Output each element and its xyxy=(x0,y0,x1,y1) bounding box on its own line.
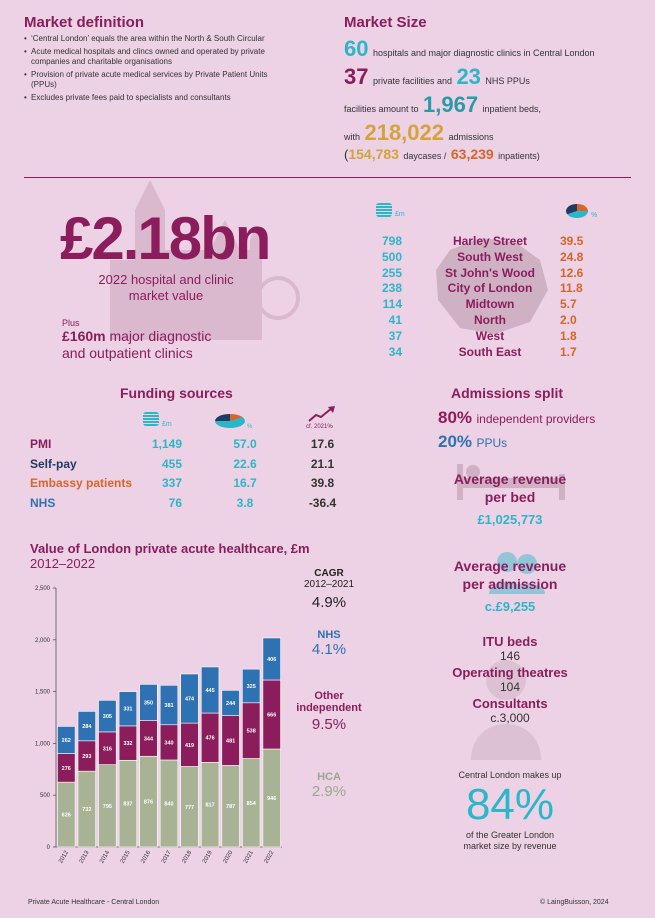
region-name: Midtown xyxy=(465,297,515,312)
avg-rev-bed-value: £1,025,773 xyxy=(477,512,543,527)
x-tick-label: 2017 xyxy=(160,850,173,865)
funding-source-pct: 16.7 xyxy=(233,476,257,490)
ppu-pct: 20% xyxy=(438,432,473,451)
region-unit-pct: % xyxy=(591,212,598,219)
x-tick-label: 2021 xyxy=(243,850,255,865)
bar-data-label: 946 xyxy=(267,795,277,802)
chart-title: Value of London private acute healthcare, £m xyxy=(30,541,310,556)
bar-data-label: 876 xyxy=(143,799,154,806)
itu-label: ITU beds xyxy=(482,634,538,649)
plus-label: Plus xyxy=(62,318,80,328)
bar-data-label: 331 xyxy=(123,706,133,713)
y-tick-label: 2,500 xyxy=(34,586,50,592)
market-definition-title: Market definition xyxy=(24,14,145,31)
daycases-count: 154,783 xyxy=(348,146,399,162)
beds-text: inpatient beds, xyxy=(482,104,542,114)
cagr-hca-label: HCA xyxy=(317,771,341,783)
market-definition-list xyxy=(24,34,324,103)
region-pct: 2.0 xyxy=(560,313,577,327)
market-size xyxy=(344,14,644,164)
nhs-ppu-text: NHS PPUs xyxy=(485,76,530,86)
bar-data-label: 666 xyxy=(267,712,277,719)
region-value: 34 xyxy=(388,344,402,359)
daycases-text: daycases / xyxy=(403,151,447,161)
bar-data-label: 332 xyxy=(123,741,133,748)
region-pct: 5.7 xyxy=(560,297,577,312)
bar-data-label: 854 xyxy=(246,800,256,807)
private-facilities-text: private facilities and xyxy=(372,76,452,86)
funding-source-value: 1,149 xyxy=(151,437,182,451)
bar-data-label: 284 xyxy=(82,724,92,731)
share-pre: Central London makes up xyxy=(458,770,562,780)
nhs-ppu-count: 23 xyxy=(456,64,481,89)
bar-data-label: 293 xyxy=(82,753,92,760)
market-size-title: Market Size xyxy=(344,14,427,31)
region-unit-money: £m xyxy=(395,211,405,218)
y-tick-label: 2,000 xyxy=(34,637,50,644)
theatres-value: 104 xyxy=(499,680,521,694)
avg-rev-bed-title2: per bed xyxy=(484,489,536,505)
share-value: 84% xyxy=(465,780,555,829)
headline-label xyxy=(76,272,256,304)
region-value: 798 xyxy=(381,234,402,248)
cagr-other-label2: independent xyxy=(296,702,362,714)
funding-source-value: 337 xyxy=(161,476,182,490)
money-icon xyxy=(376,203,392,217)
funding-source-value: 76 xyxy=(168,495,182,510)
avg-rev-adm-title1: Average revenue xyxy=(453,558,567,574)
funding-pie-icon xyxy=(215,414,245,428)
cagr-other-label1: Other xyxy=(314,690,344,702)
funding-source-value: 455 xyxy=(161,456,182,471)
beds-prefix: facilities amount to xyxy=(344,104,419,114)
section-divider xyxy=(24,177,631,178)
bar-data-label: 795 xyxy=(102,803,112,810)
theatres-label: Operating theatres xyxy=(452,665,568,680)
headline-extra xyxy=(62,318,211,362)
funding-title: Funding sources xyxy=(120,385,233,401)
x-tick-label: 2022 xyxy=(263,850,276,865)
bar-data-label: 325 xyxy=(246,683,256,690)
share-post2: market size by revenue xyxy=(463,841,557,851)
admissions-split-ppu xyxy=(438,432,507,452)
cagr-other-value: 9.5% xyxy=(311,716,347,733)
funding-source-pct: 57.0 xyxy=(233,437,257,451)
avg-rev-adm-label xyxy=(430,557,590,593)
private-facilities-count: 37 xyxy=(344,64,369,89)
bar-data-label: 481 xyxy=(226,738,236,745)
region-pct: 1.8 xyxy=(560,328,577,343)
cagr xyxy=(284,568,374,800)
ppu-text: PPUs xyxy=(476,436,508,450)
funding-source-name: Self-pay xyxy=(30,456,77,471)
funding-unit-money: £m xyxy=(162,421,172,428)
funding-source-change: 21.1 xyxy=(310,456,335,471)
y-tick-label: 0 xyxy=(46,845,50,851)
funding-source-change: 17.6 xyxy=(310,437,335,451)
facilities xyxy=(430,634,590,725)
x-tick-label: 2020 xyxy=(222,850,235,865)
x-tick-label: 2019 xyxy=(201,850,214,865)
paren-open: ( xyxy=(344,147,349,162)
funding-source-name: PMI xyxy=(30,437,52,451)
funding-unit-pct: % xyxy=(247,424,253,430)
bar-data-label: 316 xyxy=(102,746,112,753)
headline-line2: market value xyxy=(128,288,204,303)
y-tick-label: 500 xyxy=(39,793,50,800)
region-value: 37 xyxy=(388,328,402,343)
independent-text: independent providers xyxy=(476,412,596,426)
bar-data-label: 350 xyxy=(143,700,154,707)
beds-count: 1,967 xyxy=(423,92,479,117)
inpatients-count: 63,239 xyxy=(450,146,494,162)
bar-data-label: 474 xyxy=(184,696,195,703)
extra-text: major diagnostic xyxy=(109,328,212,344)
cagr-nhs-value: 4.1% xyxy=(311,641,347,658)
region-value: 255 xyxy=(381,265,402,280)
cagr-title: CAGR xyxy=(314,568,344,579)
region-value: 114 xyxy=(382,297,402,312)
bar-data-label: 305 xyxy=(102,714,112,721)
extra-value: £160m xyxy=(62,328,106,344)
pie-icon xyxy=(566,204,588,218)
y-tick-label: 1,500 xyxy=(34,689,50,696)
funding-source-change: -36.4 xyxy=(308,495,337,510)
bar-data-label: 262 xyxy=(61,737,71,744)
market-definition xyxy=(24,14,324,103)
consultants-value: c.3,000 xyxy=(490,711,530,725)
region-pct: 11.8 xyxy=(560,281,583,296)
bar-data-label: 244 xyxy=(226,700,236,707)
bar-data-label: 476 xyxy=(205,735,215,742)
region-value: 41 xyxy=(388,313,402,327)
bar-data-label: 817 xyxy=(205,802,215,809)
itu-value: 146 xyxy=(499,649,521,663)
region-name: South East xyxy=(458,344,522,359)
avg-rev-adm-value: c.£9,255 xyxy=(484,599,536,614)
funding-source-pct: 22.6 xyxy=(233,456,257,471)
bar-data-label: 732 xyxy=(82,807,92,814)
funding-unit-change: cf. 2021% xyxy=(306,424,333,430)
admissions-split-title: Admissions split xyxy=(451,385,564,401)
region-pct: 1.7 xyxy=(560,344,577,359)
x-tick-label: 2015 xyxy=(119,850,132,865)
bar-data-label: 626 xyxy=(61,812,71,819)
definition-bullet: • Excludes private fees paid to specialists and consultants xyxy=(24,93,324,103)
hospitals-count: 60 xyxy=(344,36,369,61)
avg-rev-bed-title1: Average revenue xyxy=(453,471,567,487)
cagr-period: 2012–2021 xyxy=(303,579,355,590)
share-post1: of the Greater London xyxy=(465,830,555,840)
bar-data-label: 406 xyxy=(267,656,277,663)
region-name: Harley Street xyxy=(452,234,528,248)
bar-data-label: 419 xyxy=(184,742,195,749)
y-tick-label: 1,000 xyxy=(34,741,50,748)
footer-left: Private Acute Healthcare - Central London xyxy=(28,899,160,906)
bar-data-label: 837 xyxy=(123,801,133,808)
funding-source-pct: 3.8 xyxy=(236,495,254,510)
bar-data-label: 777 xyxy=(184,804,195,811)
bar-data-label: 344 xyxy=(143,736,154,743)
funding-money-icon xyxy=(143,412,159,426)
avg-rev-bed-label xyxy=(440,470,580,506)
consultants-label: Consultants xyxy=(472,696,548,711)
x-tick-label: 2013 xyxy=(78,850,91,865)
cagr-hca-value: 2.9% xyxy=(311,783,347,800)
funding-source-change: 39.8 xyxy=(310,476,335,490)
region-pct: 24.8 xyxy=(560,249,584,264)
region-pct: 12.6 xyxy=(560,265,584,280)
region-name: South West xyxy=(457,249,523,264)
footer-right: © LaingBuisson, 2024 xyxy=(540,899,609,906)
x-tick-label: 2012 xyxy=(58,850,71,865)
inpatients-text: inpatients) xyxy=(498,151,540,161)
stacked-bar-chart xyxy=(0,580,290,870)
region-value: 238 xyxy=(381,281,402,296)
headline-line1: 2022 hospital and clinic xyxy=(98,272,234,287)
avg-rev-adm-title2: per admission xyxy=(462,576,558,592)
admissions-split-ind xyxy=(438,408,595,428)
independent-pct: 80% xyxy=(438,408,473,427)
admissions-count: 218,022 xyxy=(364,120,444,145)
cagr-nhs-label: NHS xyxy=(317,629,341,641)
bar-data-label: 787 xyxy=(226,804,236,811)
bar-data-label: 840 xyxy=(164,801,174,808)
definition-bullet: • Acute medical hospitals and clincs owned and operated by private companies and charitable organisations xyxy=(24,47,269,67)
bar-data-label: 445 xyxy=(205,687,215,694)
share xyxy=(430,770,590,852)
chart-subtitle: 2012–2022 xyxy=(30,556,96,571)
funding-source-name: Embassy patients xyxy=(30,476,133,490)
cagr-total: 4.9% xyxy=(311,594,347,611)
region-name: St John's Wood xyxy=(445,265,535,280)
trend-icon xyxy=(308,405,336,423)
definition-bullet: • Provision of private acute medical services by Private Patient Units (PPUs) xyxy=(24,70,269,90)
region-pct: 39.5 xyxy=(560,234,584,248)
hospitals-text: hospitals and major diagnostic clinics in Central London xyxy=(372,48,595,58)
region-name: West xyxy=(475,328,505,343)
x-tick-label: 2014 xyxy=(99,850,112,865)
headline-value: £2.18bn xyxy=(60,205,270,272)
bar-data-label: 381 xyxy=(164,703,174,710)
definition-bullet: • ‘Central London’ equals the area within the North & South Circular xyxy=(24,34,324,44)
region-name: City of London xyxy=(447,281,533,296)
region-value: 500 xyxy=(381,249,402,264)
funding-source-name: NHS xyxy=(30,495,56,510)
chart-title-block xyxy=(30,541,310,571)
bar-data-label: 538 xyxy=(246,728,256,735)
admissions-text: admissions xyxy=(448,132,494,142)
bar-data-label: 340 xyxy=(164,740,174,747)
x-tick-label: 2016 xyxy=(140,850,153,865)
bar-data-label: 276 xyxy=(61,765,71,772)
extra-line2: and outpatient clinics xyxy=(62,345,193,361)
x-tick-label: 2018 xyxy=(181,850,194,865)
region-name: North xyxy=(474,313,506,327)
admissions-prefix: with xyxy=(344,132,361,142)
